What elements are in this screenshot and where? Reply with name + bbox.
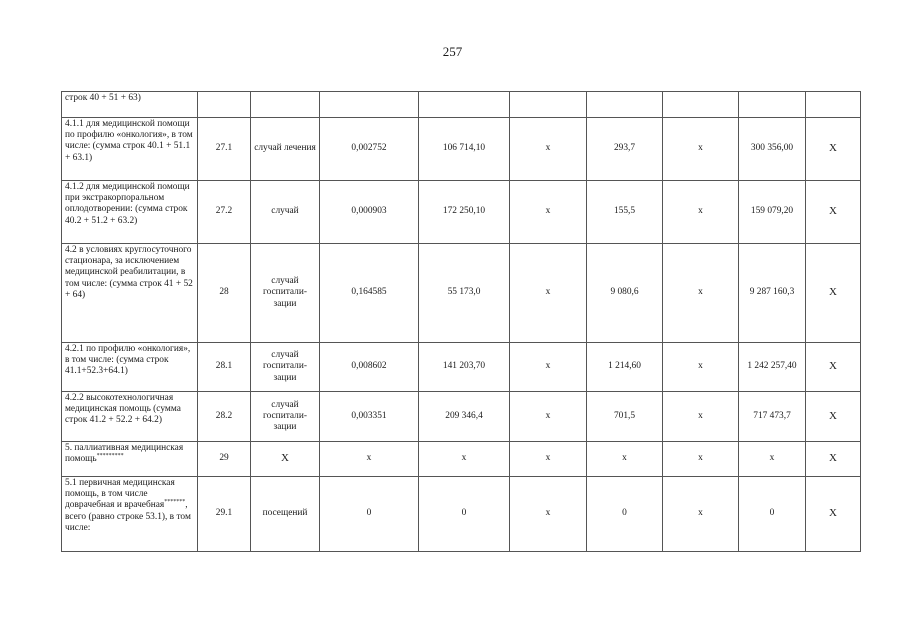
row-value-1: 0,008602: [320, 343, 419, 392]
row-value-1: 0,164585: [320, 244, 419, 343]
row-code: [198, 92, 251, 118]
row-value-7: Х: [806, 477, 861, 552]
row-value-3: х: [510, 477, 587, 552]
row-code: 28.2: [198, 392, 251, 442]
row-unit: случай госпитали-зации: [251, 392, 320, 442]
row-value-3: х: [510, 392, 587, 442]
row-value-6: [739, 92, 806, 118]
row-value-4: 1 214,60: [587, 343, 663, 392]
row-value-2: 106 714,10: [419, 118, 510, 181]
row-value-4: [587, 92, 663, 118]
row-unit: случай госпитали-зации: [251, 244, 320, 343]
row-name: 4.2.1 по профилю «онкология», в том числе: (сумма строк 41.1+52.3+64.1): [62, 343, 198, 392]
row-value-3: х: [510, 181, 587, 244]
row-value-7: Х: [806, 118, 861, 181]
row-value-1: [320, 92, 419, 118]
row-value-5: х: [663, 477, 739, 552]
row-value-3: [510, 92, 587, 118]
row-name: 4.1.2 для медицинской помощи при экстракорпоральном оплодотворении: (сумма строк 40.2 + 51.2 + 63.2): [62, 181, 198, 244]
row-value-6: 1 242 257,40: [739, 343, 806, 392]
row-name: 4.1.1 для медицинской помощи по профилю «онкология», в том числе: (сумма строк 40.1 + 51.1 + 63.1): [62, 118, 198, 181]
row-name: 4.2 в условиях круглосуточного стационара, за исключением медицинской реабилитации, в том числе: (сумма строк 41 + 52 + 64): [62, 244, 198, 343]
footnote-marker: *******: [164, 499, 186, 506]
table-row: [62, 477, 861, 552]
row-value-6: 0: [739, 477, 806, 552]
row-value-7: Х: [806, 181, 861, 244]
row-value-4: 701,5: [587, 392, 663, 442]
row-value-5: х: [663, 392, 739, 442]
row-value-6: 300 356,00: [739, 118, 806, 181]
row-value-3: х: [510, 118, 587, 181]
row-code: 28.1: [198, 343, 251, 392]
row-value-5: х: [663, 442, 739, 477]
data-table: [61, 91, 861, 552]
row-value-7: Х: [806, 244, 861, 343]
row-unit: случай: [251, 181, 320, 244]
row-unit: [251, 92, 320, 118]
row-name: строк 40 + 51 + 63): [62, 92, 198, 118]
row-name: [62, 442, 198, 477]
row-value-1: х: [320, 442, 419, 477]
table-row: [62, 244, 861, 343]
row-value-1: 0,003351: [320, 392, 419, 442]
row-value-5: х: [663, 118, 739, 181]
table-row: [62, 118, 861, 181]
row-name-text: 5. паллиативная медицинская помощь: [65, 443, 184, 465]
row-name-text: 5.1 первичная медицинская помощь, в том числе доврачебная и врачебная: [65, 478, 175, 511]
table-row: [62, 343, 861, 392]
row-value-7: Х: [806, 392, 861, 442]
row-value-5: х: [663, 244, 739, 343]
row-code: 27.2: [198, 181, 251, 244]
row-value-6: х: [739, 442, 806, 477]
row-value-6: 717 473,7: [739, 392, 806, 442]
footnote-marker: *********: [96, 453, 124, 460]
row-value-4: 155,5: [587, 181, 663, 244]
row-value-2: 55 173,0: [419, 244, 510, 343]
row-value-2: [419, 92, 510, 118]
row-name: 4.2.2 высокотехнологичная медицинская помощь (сумма строк 41.2 + 52.2 + 64.2): [62, 392, 198, 442]
row-unit: случай лечения: [251, 118, 320, 181]
row-value-6: 9 287 160,3: [739, 244, 806, 343]
row-name-tail: , всего (равно строке 53.1), в том числе:: [65, 500, 191, 533]
row-code: 27.1: [198, 118, 251, 181]
row-value-5: х: [663, 343, 739, 392]
row-value-5: х: [663, 181, 739, 244]
row-unit: Х: [251, 442, 320, 477]
row-name: [62, 477, 198, 552]
row-value-3: х: [510, 442, 587, 477]
row-code: 28: [198, 244, 251, 343]
row-unit: случай госпитали-зации: [251, 343, 320, 392]
table-row: [62, 181, 861, 244]
row-value-2: х: [419, 442, 510, 477]
row-value-1: 0: [320, 477, 419, 552]
table-row: [62, 92, 861, 118]
page-number: 257: [442, 44, 463, 59]
row-value-7: [806, 92, 861, 118]
row-value-4: 293,7: [587, 118, 663, 181]
row-value-4: 0: [587, 477, 663, 552]
row-value-7: Х: [806, 343, 861, 392]
row-value-3: х: [510, 343, 587, 392]
row-value-1: 0,000903: [320, 181, 419, 244]
row-code: 29: [198, 442, 251, 477]
row-value-1: 0,002752: [320, 118, 419, 181]
row-code: 29.1: [198, 477, 251, 552]
row-value-2: 172 250,10: [419, 181, 510, 244]
row-value-7: Х: [806, 442, 861, 477]
table-row: [62, 442, 861, 477]
row-value-2: 141 203,70: [419, 343, 510, 392]
row-value-2: 0: [419, 477, 510, 552]
table-row: [62, 392, 861, 442]
row-value-6: 159 079,20: [739, 181, 806, 244]
row-value-5: [663, 92, 739, 118]
row-value-3: х: [510, 244, 587, 343]
row-value-4: 9 080,6: [587, 244, 663, 343]
row-value-4: х: [587, 442, 663, 477]
row-unit: посещений: [251, 477, 320, 552]
row-value-2: 209 346,4: [419, 392, 510, 442]
